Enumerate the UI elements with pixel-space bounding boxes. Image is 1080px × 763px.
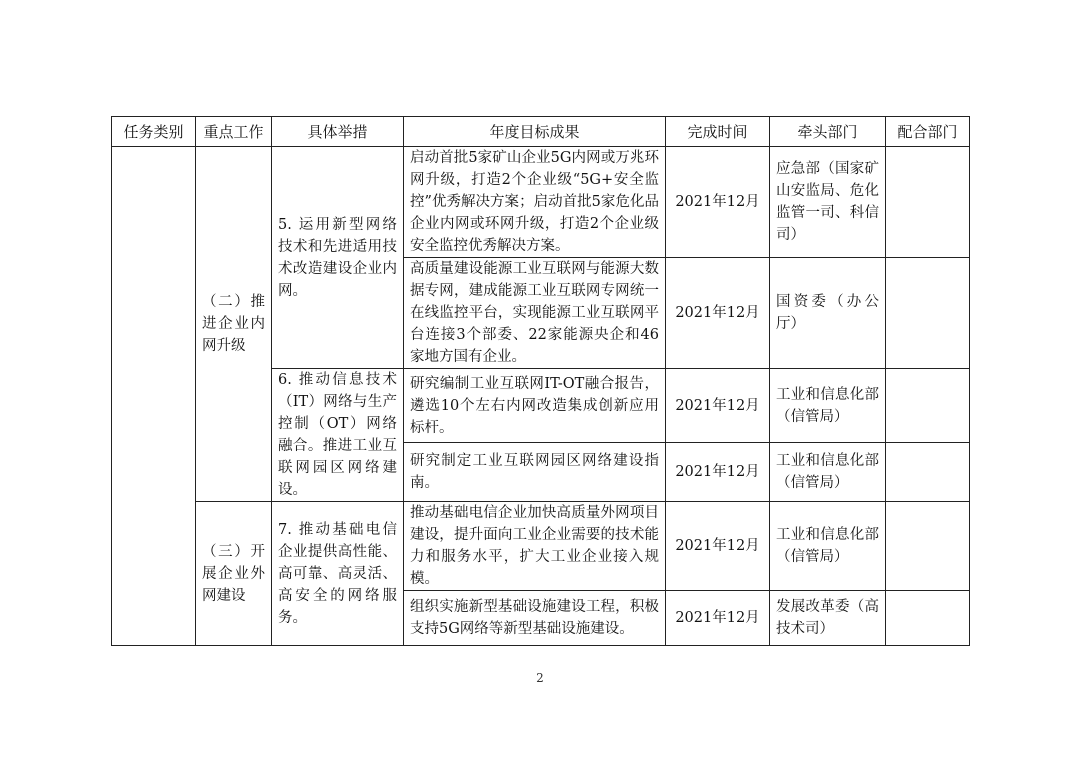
- supporting-department-cell: [886, 147, 970, 258]
- lead-department-cell: 应急部（国家矿山安监局、危化监管一司、科信司）: [770, 147, 886, 258]
- lead-department-cell: 工业和信息化部（信管局）: [770, 369, 886, 443]
- goal-cell: 推动基础电信企业加快高质量外网项目建设，提升面向工业企业需要的技术能力和服务水平，扩大工业企业接入规模。: [404, 502, 666, 591]
- header-completion-time: 完成时间: [666, 117, 770, 147]
- header-task-category: 任务类别: [112, 117, 196, 147]
- measure-cell: 5. 运用新型网络技术和先进适用技术改造建设企业内网。: [272, 147, 404, 369]
- key-work-cell: （三）开展企业外网建设: [196, 502, 272, 646]
- header-lead-department: 牵头部门: [770, 117, 886, 147]
- goal-cell: 研究编制工业互联网IT-OT融合报告，遴选10个左右内网改造集成创新应用标杆。: [404, 369, 666, 443]
- header-annual-goals: 年度目标成果: [404, 117, 666, 147]
- task-category-cell: [112, 147, 196, 646]
- time-cell: 2021年12月: [666, 369, 770, 443]
- key-work-cell: （二）推进企业内网升级: [196, 147, 272, 502]
- supporting-department-cell: [886, 502, 970, 591]
- measure-cell: 6. 推动信息技术（IT）网络与生产控制（OT）网络融合。推进工业互联网园区网络建设。: [272, 369, 404, 502]
- measure-cell: 7. 推动基础电信企业提供高性能、高可靠、高灵活、高安全的网络服务。: [272, 502, 404, 646]
- time-cell: 2021年12月: [666, 258, 770, 369]
- task-table: [111, 116, 970, 646]
- header-supporting-department: 配合部门: [886, 117, 970, 147]
- supporting-department-cell: [886, 443, 970, 502]
- time-cell: 2021年12月: [666, 443, 770, 502]
- table-row: [112, 502, 970, 591]
- supporting-department-cell: [886, 369, 970, 443]
- time-cell: 2021年12月: [666, 591, 770, 646]
- header-measures: 具体举措: [272, 117, 404, 147]
- goal-cell: 研究制定工业互联网园区网络建设指南。: [404, 443, 666, 502]
- page-number: 2: [536, 671, 544, 685]
- time-cell: 2021年12月: [666, 502, 770, 591]
- goal-cell: 启动首批5家矿山企业5G内网或万兆环网升级，打造2个企业级“5G+安全监控”优秀解决方案；启动首批5家危化品企业内网或环网升级，打造2个企业级安全监控优秀解决方案。: [404, 147, 666, 258]
- header-key-work: 重点工作: [196, 117, 272, 147]
- table-header-row: [112, 117, 970, 147]
- table-row: [112, 147, 970, 258]
- goal-cell: 高质量建设能源工业互联网与能源大数据专网，建成能源工业互联网专网统一在线监控平台，实现能源工业互联网平台连接3个部委、22家能源央企和46家地方国有企业。: [404, 258, 666, 369]
- supporting-department-cell: [886, 258, 970, 369]
- lead-department-cell: 国资委（办公厅）: [770, 258, 886, 369]
- lead-department-cell: 发展改革委（高技术司）: [770, 591, 886, 646]
- lead-department-cell: 工业和信息化部（信管局）: [770, 443, 886, 502]
- supporting-department-cell: [886, 591, 970, 646]
- lead-department-cell: 工业和信息化部（信管局）: [770, 502, 886, 591]
- goal-cell: 组织实施新型基础设施建设工程，积极支持5G网络等新型基础设施建设。: [404, 591, 666, 646]
- time-cell: 2021年12月: [666, 147, 770, 258]
